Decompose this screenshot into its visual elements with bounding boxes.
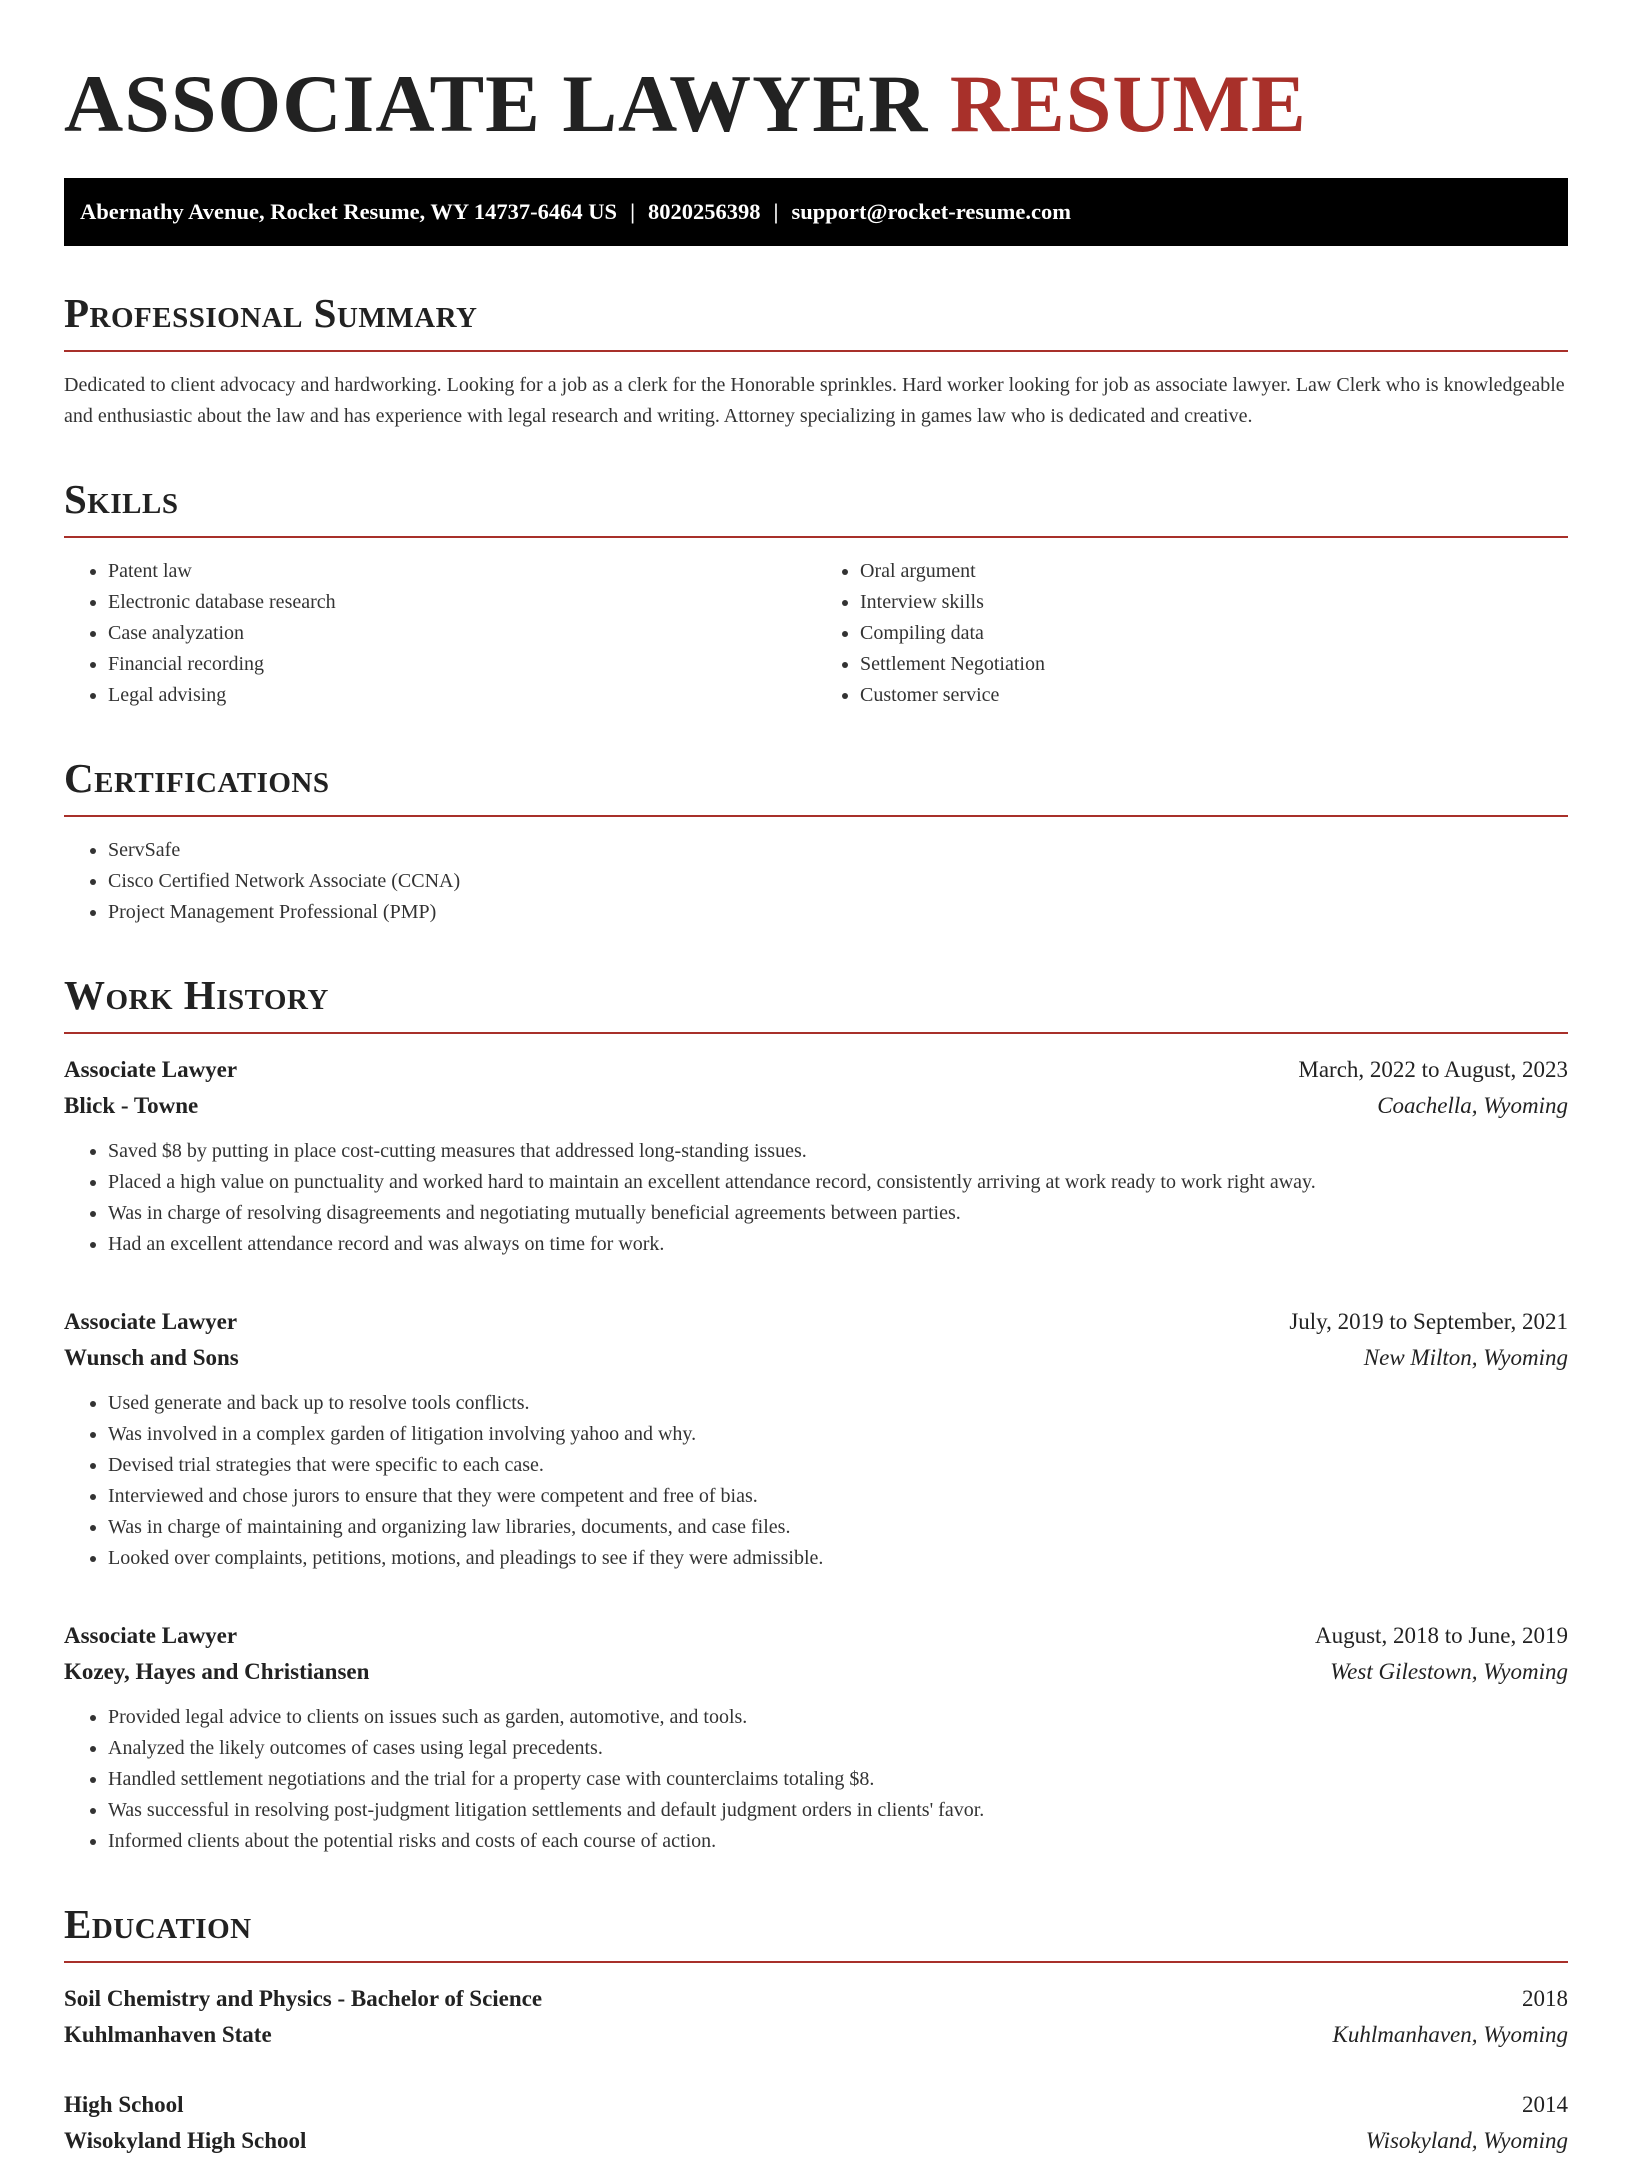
job-bullet: • Was in charge of maintaining and organizing law libraries, documents, and case files. bbox=[108, 1512, 1568, 1543]
certification-item: • ServSafe bbox=[108, 835, 1568, 866]
job-location: Coachella, Wyoming bbox=[1377, 1093, 1568, 1118]
contact-email: support@rocket-resume.com bbox=[791, 199, 1071, 224]
education-heading: Education bbox=[64, 1901, 252, 1947]
job-company: Wunsch and Sons bbox=[64, 1345, 239, 1370]
certifications-section bbox=[64, 755, 1568, 928]
certification-item: • Project Management Professional (PMP) bbox=[108, 897, 1568, 928]
skill-item: • Electronic database research bbox=[108, 587, 816, 618]
work-history-section bbox=[64, 972, 1568, 1857]
summary-heading: Professional Summary bbox=[64, 290, 478, 336]
title-accent: RESUME bbox=[949, 58, 1307, 149]
job-bullet: • Had an excellent attendance record and was always on time for work. bbox=[108, 1229, 1568, 1260]
education-degree-row bbox=[64, 2087, 1568, 2123]
education-year: 2014 bbox=[1522, 2092, 1568, 2117]
job-company-row bbox=[64, 1654, 1568, 1690]
certifications-list bbox=[64, 835, 1568, 928]
job-entry bbox=[64, 1052, 1568, 1260]
skills-section bbox=[64, 476, 1568, 711]
job-bullet: • Used generate and back up to resolve tools conflicts. bbox=[108, 1388, 1568, 1419]
job-bullets bbox=[64, 1136, 1568, 1260]
contact-address: Abernathy Avenue, Rocket Resume, WY 14737-6464 US bbox=[80, 199, 618, 224]
section-divider bbox=[64, 1032, 1568, 1034]
education-school-row bbox=[64, 2017, 1568, 2053]
contact-bar bbox=[64, 178, 1568, 246]
title-main: ASSOCIATE LAWYER bbox=[64, 58, 929, 149]
job-header-row bbox=[64, 1618, 1568, 1654]
job-company: Blick - Towne bbox=[64, 1093, 199, 1118]
job-bullets bbox=[64, 1388, 1568, 1574]
certification-item: • Cisco Certified Network Associate (CCNA) bbox=[108, 866, 1568, 897]
skill-item: • Customer service bbox=[860, 680, 1568, 711]
job-bullet: • Devised trial strategies that were specific to each case. bbox=[108, 1450, 1568, 1481]
skill-item: • Patent law bbox=[108, 556, 816, 587]
job-bullet: • Saved $8 by putting in place cost-cutting measures that addressed long-standing issues. bbox=[108, 1136, 1568, 1167]
education-school: Kuhlmanhaven State bbox=[64, 2022, 272, 2047]
section-divider bbox=[64, 350, 1568, 352]
skills-list-left bbox=[64, 556, 816, 711]
job-dates: March, 2022 to August, 2023 bbox=[1298, 1057, 1568, 1082]
job-header-row bbox=[64, 1052, 1568, 1088]
job-company-row bbox=[64, 1340, 1568, 1376]
job-header-row bbox=[64, 1304, 1568, 1340]
job-location: New Milton, Wyoming bbox=[1363, 1345, 1568, 1370]
job-bullet: • Was successful in resolving post-judgment litigation settlements and default judgment orders in clients' favor. bbox=[108, 1795, 1568, 1826]
certifications-heading: Certifications bbox=[64, 755, 330, 801]
education-degree: Soil Chemistry and Physics - Bachelor of Science bbox=[64, 1986, 543, 2011]
job-bullet: • Provided legal advice to clients on issues such as garden, automotive, and tools. bbox=[108, 1702, 1568, 1733]
skill-item: • Oral argument bbox=[860, 556, 1568, 587]
skill-item: • Settlement Negotiation bbox=[860, 649, 1568, 680]
job-title: Associate Lawyer bbox=[64, 1057, 238, 1082]
skills-heading: Skills bbox=[64, 476, 179, 522]
education-location: Wisokyland, Wyoming bbox=[1365, 2128, 1568, 2153]
job-bullet: • Handled settlement negotiations and the trial for a property case with counterclaims totaling $8. bbox=[108, 1764, 1568, 1795]
job-bullet: • Looked over complaints, petitions, motions, and pleadings to see if they were admissible. bbox=[108, 1543, 1568, 1574]
skill-item: • Case analyzation bbox=[108, 618, 816, 649]
job-company: Kozey, Hayes and Christiansen bbox=[64, 1659, 370, 1684]
work-history-heading: Work History bbox=[64, 972, 329, 1018]
job-bullet: • Was in charge of resolving disagreements and negotiating mutually beneficial agreements between parties. bbox=[108, 1198, 1568, 1229]
job-title: Associate Lawyer bbox=[64, 1309, 238, 1334]
job-dates: August, 2018 to June, 2019 bbox=[1315, 1623, 1568, 1648]
job-bullet: • Informed clients about the potential risks and costs of each course of action. bbox=[108, 1826, 1568, 1857]
summary-text: Dedicated to client advocacy and hardworking. Looking for a job as a clerk for the Honorable sprinkles. Hard worker looking for job as associate lawyer. Law Clerk who is knowledgeable and enthusiastic about the law and has experience with legal research and writing. Attorney specializing in games law who is dedicated and creative. bbox=[64, 374, 1565, 427]
education-school: Wisokyland High School bbox=[64, 2128, 307, 2153]
contact-separator: | bbox=[773, 199, 779, 224]
job-bullets bbox=[64, 1702, 1568, 1857]
job-bullet: • Interviewed and chose jurors to ensure that they were competent and free of bias. bbox=[108, 1481, 1568, 1512]
job-bullet: • Analyzed the likely outcomes of cases using legal precedents. bbox=[108, 1733, 1568, 1764]
job-bullet: • Placed a high value on punctuality and worked hard to maintain an excellent attendance record, consistently arriving at work ready to work right away. bbox=[108, 1167, 1568, 1198]
education-degree-row bbox=[64, 1981, 1568, 2017]
job-title: Associate Lawyer bbox=[64, 1623, 238, 1648]
education-degree: High School bbox=[64, 2092, 184, 2117]
contact-separator: | bbox=[630, 199, 636, 224]
skill-item: • Compiling data bbox=[860, 618, 1568, 649]
job-company-row bbox=[64, 1088, 1568, 1124]
job-entry bbox=[64, 1618, 1568, 1857]
education-school-row bbox=[64, 2123, 1568, 2159]
section-divider bbox=[64, 815, 1568, 817]
job-location: West Gilestown, Wyoming bbox=[1330, 1659, 1568, 1684]
job-dates: July, 2019 to September, 2021 bbox=[1289, 1309, 1568, 1334]
education-location: Kuhlmanhaven, Wyoming bbox=[1332, 2022, 1568, 2047]
education-entry bbox=[64, 2087, 1568, 2159]
education-section bbox=[64, 1901, 1568, 2159]
summary-section bbox=[64, 290, 1568, 432]
education-year: 2018 bbox=[1522, 1986, 1568, 2011]
section-divider bbox=[64, 1961, 1568, 1963]
skills-list-right bbox=[816, 556, 1568, 711]
skills-columns bbox=[64, 538, 1568, 711]
education-entry bbox=[64, 1981, 1568, 2053]
skill-item: • Interview skills bbox=[860, 587, 1568, 618]
resume-title bbox=[64, 0, 1568, 150]
job-bullet: • Was involved in a complex garden of litigation involving yahoo and why. bbox=[108, 1419, 1568, 1450]
skill-item: • Financial recording bbox=[108, 649, 816, 680]
contact-phone: 8020256398 bbox=[648, 199, 761, 224]
skill-item: • Legal advising bbox=[108, 680, 816, 711]
job-entry bbox=[64, 1304, 1568, 1574]
